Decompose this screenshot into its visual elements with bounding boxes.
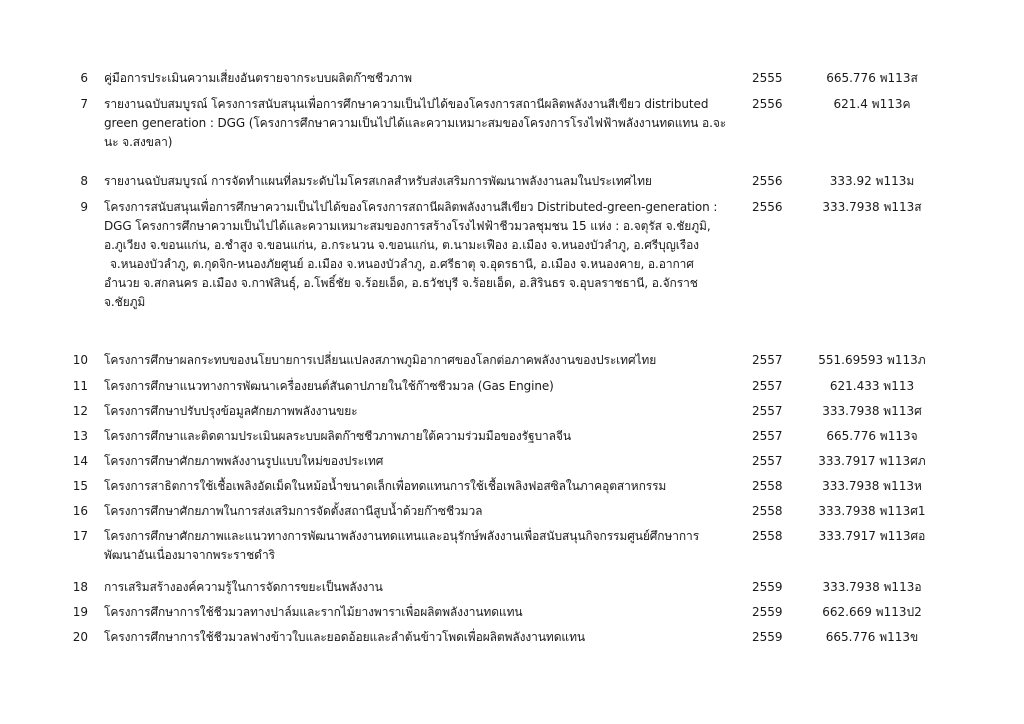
row-title [104,578,720,597]
row-title-line: พัฒนาอันเนื่องมาจากพระราชดำริ [104,548,275,562]
row-number: 14 [72,454,88,468]
row-title [104,427,720,446]
row-title-line: โครงการศึกษาการใช้ชีวมวลทางปาล์มและรากไม้ยางพาราเพื่อผลิตพลังงานทดแทน [104,605,523,619]
row-number: 11 [72,379,88,393]
row-title-line: คู่มือการประเมินความเสี่ยงอันตรายจากระบบผลิตก๊าซชีวภาพ [104,71,412,85]
row-title [104,198,720,312]
row-title [104,95,727,152]
row-number: 20 [72,630,88,644]
row-year: 2555 [752,71,783,85]
row-title [104,527,720,565]
row-call-number: 621.433 พ113 [829,379,915,393]
row-call-number: 665.776 พ113ข [825,630,919,644]
row-title-line: จ.หนองบัวลำภู, ต.กุดจิก-หนองภัยศูนย์ อ.เมือง จ.หนองบัวลำภู, อ.ศรีธาตุ จ.อุดรธานี, อ.เมือง จ.หนองคาย, อ.อากาศ [110,257,694,271]
row-year: 2557 [752,353,783,367]
row-title [104,172,720,191]
row-year: 2557 [752,454,783,468]
row-call-number: 662.669 พ113ป2 [822,605,922,619]
row-year: 2558 [752,479,783,493]
row-call-number: 665.776 พ113ส [826,71,918,85]
row-call-number: 665.776 พ113จ [826,429,918,443]
row-year: 2559 [752,630,783,644]
row-title-line: โครงการศึกษาปรับปรุงข้อมูลศักยภาพพลังงานขยะ [104,404,358,418]
row-call-number: 333.7917 พ113ศภ [818,454,926,468]
row-number: 17 [72,529,88,543]
row-year: 2556 [752,174,783,188]
row-title-line: จ.ชัยภูมิ [104,295,146,309]
row-number: 9 [80,200,88,214]
row-call-number: 333.92 พ113ม [829,174,915,188]
row-title-line: โครงการศึกษาศักยภาพในการส่งเสริมการจัดตั้งสถานีสูบน้ำด้วยก๊าซชีวมวล [104,504,483,518]
row-title-line: green generation : DGG (โครงการศึกษาความเป็นไปได้และความเหมาะสมของโครงการโรงไฟฟ้าพลังงานทดแทน อ.จะ [104,116,727,130]
row-title-line: รายงานฉบับสมบูรณ์ การจัดทำแผนที่ลมระดับไมโครสเกลสำหรับส่งเสริมการพัฒนาพลังงานลมในประเทศไทย [104,174,652,188]
row-title-line: อ.ภูเวียง จ.ขอนแก่น, อ.ชำสูง จ.ขอนแก่น, อ.กระนวน จ.ขอนแก่น, ต.นามะเฟือง อ.เมือง จ.หนองบัวลำภู, อ.ศรีบุญเรือง [104,238,699,252]
row-number: 18 [72,580,88,594]
row-title [104,452,720,471]
row-call-number: 333.7938 พ113ห [822,479,922,493]
row-year: 2557 [752,404,783,418]
row-year: 2558 [752,504,783,518]
row-title-line: โครงการสนับสนุนเพื่อการศึกษาความเป็นไปได้ของโครงการสถานีผลิตพลังงานสีเขียว Distributed-green-generation : [104,200,718,214]
row-year: 2558 [752,529,783,543]
row-title [104,377,720,396]
row-year: 2556 [752,97,783,111]
row-call-number: 621.4 พ113ค [833,97,911,111]
row-title-line: โครงการศึกษาการใช้ชีวมวลฟางข้าวใบและยอดอ้อยและลำต้นข้าวโพดเพื่อผลิตพลังงานทดแทน [104,630,585,644]
row-number: 19 [72,605,88,619]
row-number: 15 [72,479,88,493]
row-year: 2559 [752,580,783,594]
row-title [104,603,720,622]
row-number: 16 [72,504,88,518]
row-title-line: โครงการสาธิตการใช้เชื้อเพลิงอัดเม็ดในหม้อน้ำขนาดเล็กเพื่อทดแทนการใช้เชื้อเพลิงฟอสซิลในภาคอุตสาหกรรม [104,479,667,493]
row-title-line: DGG โครงการศึกษาความเป็นไปได้และความเหมาะสมของการสร้างโรงไฟฟ้าชีวมวลชุมชน 15 แห่ง : อ.จตุรัส จ.ชัยภูมิ, [104,219,711,233]
row-title [104,502,720,521]
row-number: 12 [72,404,88,418]
row-title [104,477,720,496]
row-year: 2559 [752,605,783,619]
row-title-line: อำนวย จ.สกลนคร อ.เมือง จ.กาฬสินธุ์, อ.โพธิ์ชัย จ.ร้อยเอ็ด, อ.ธวัชบุรี จ.ร้อยเอ็ด, อ.สิรินธร จ.อุบลราชธานี, อ.จักราช [104,276,698,290]
row-title-line: โครงการศึกษาผลกระทบของนโยบายการเปลี่ยนแปลงสภาพภูมิอากาศของโลกต่อภาคพลังงานของประเทศไทย [104,353,657,367]
row-title [104,69,720,88]
row-call-number: 333.7938 พ113อ [822,580,922,594]
row-title-line: โครงการศึกษาศักยภาพพลังงานรูปแบบใหม่ของประเทศ [104,454,384,468]
row-number: 6 [80,71,88,85]
row-title [104,628,720,647]
row-call-number: 333.7938 พ113ศ [822,404,922,418]
row-title-line: การเสริมสร้างองค์ความรู้ในการจัดการขยะเป็นพลังงาน [104,580,383,594]
row-year: 2556 [752,200,783,214]
row-title-line: โครงการศึกษาและติดตามประเมินผลระบบผลิตก๊าซชีวภาพภายใต้ความร่วมมือของรัฐบาลจีน [104,429,571,443]
row-year: 2557 [752,429,783,443]
row-title-line: รายงานฉบับสมบูรณ์ โครงการสนับสนุนเพื่อการศึกษาความเป็นไปได้ของโครงการสถานีผลิตพลังงานสีเขียว distributed [104,97,709,111]
row-call-number: 551.69593 พ113ภ [818,353,926,367]
row-title [104,351,720,370]
row-number: 10 [72,353,88,367]
row-number: 7 [80,97,88,111]
row-call-number: 333.7917 พ113ศอ [818,529,926,543]
row-title-line: โครงการศึกษาศักยภาพและแนวทางการพัฒนาพลังงานทดแทนและอนุรักษ์พลังงานเพื่อสนับสนุนกิจกรรมศูนย์ศึกษาการ [104,529,700,543]
row-title-line: โครงการศึกษาแนวทางการพัฒนาเครื่องยนต์สันดาปภายในใช้ก๊าซชีวมวล (Gas Engine) [104,379,554,393]
row-call-number: 333.7938 พ113ศ1 [818,504,926,518]
row-number: 8 [80,174,88,188]
row-year: 2557 [752,379,783,393]
row-title [104,402,720,421]
row-title-line: นะ จ.สงขลา) [104,135,173,149]
row-number: 13 [72,429,88,443]
row-call-number: 333.7938 พ113ส [822,200,922,214]
